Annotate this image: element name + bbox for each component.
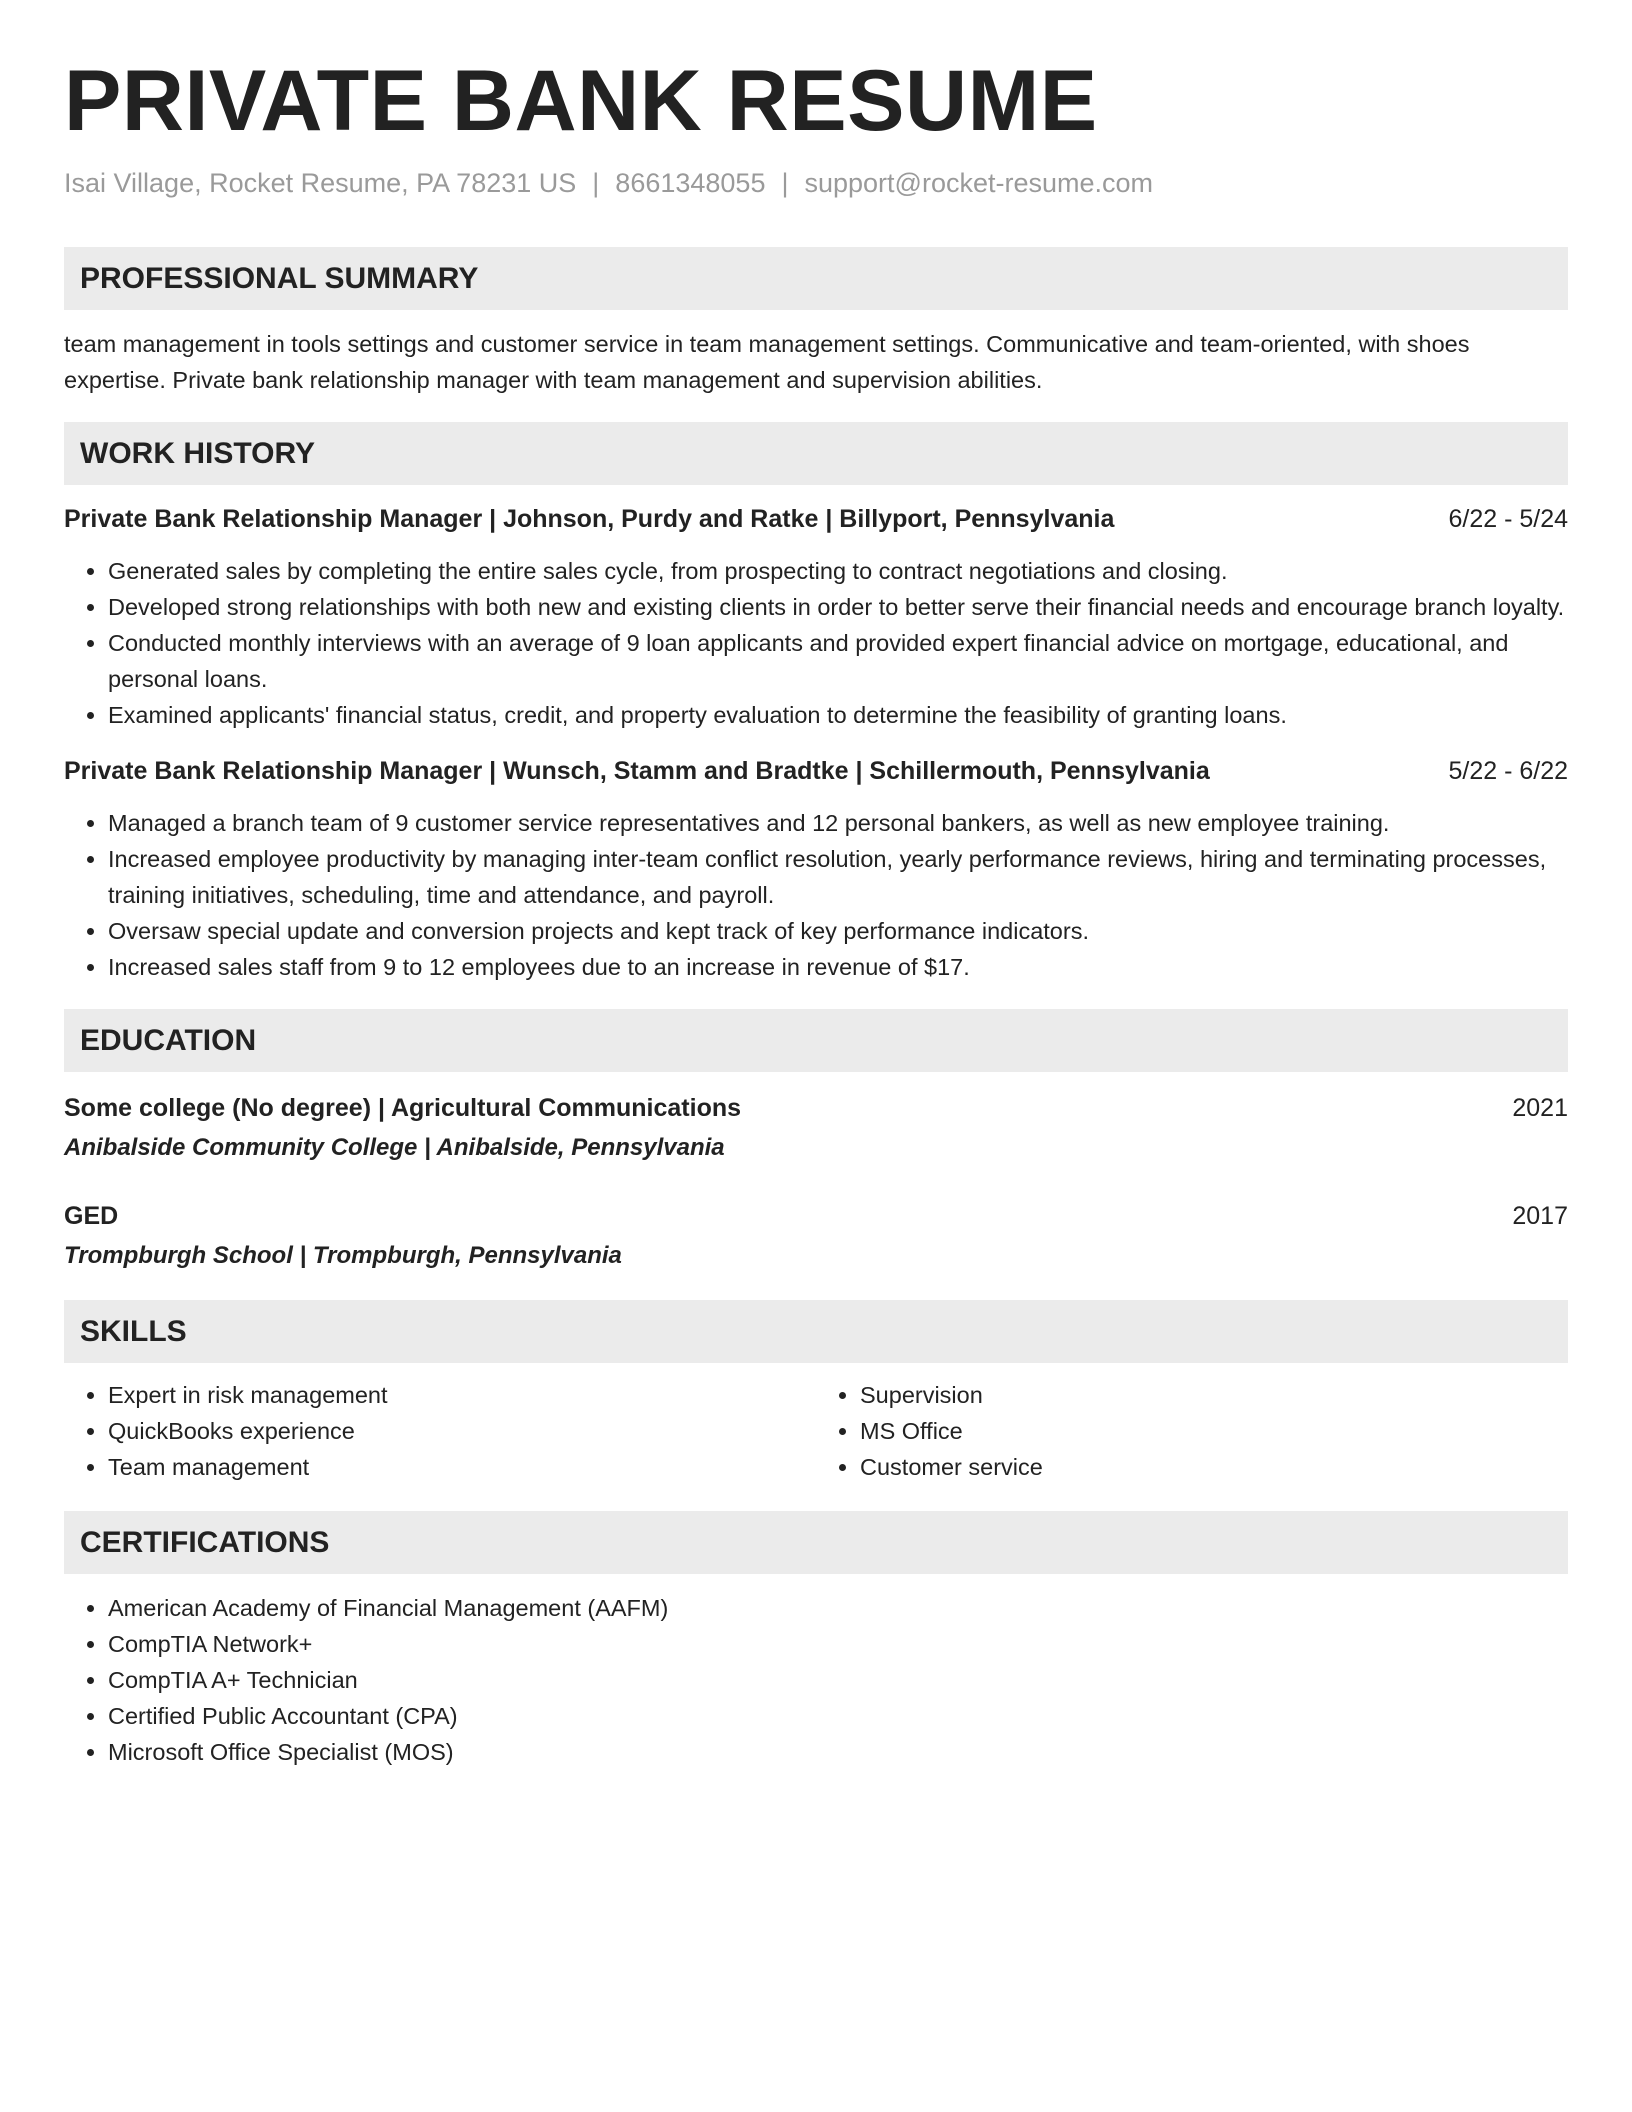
certification-item: • Certified Public Accountant (CPA) xyxy=(108,1698,1568,1734)
skills-grid xyxy=(64,1377,1568,1485)
skill-item: • Team management xyxy=(108,1449,816,1485)
education-degree: Some college (No degree) | Agricultural Communications xyxy=(64,1094,742,1123)
job-bullet: • Increased sales staff from 9 to 12 employees due to an increase in revenue of $17. xyxy=(108,949,1568,985)
education-year: 2017 xyxy=(1512,1202,1568,1231)
education-entry xyxy=(64,1196,1568,1276)
job-entry xyxy=(64,501,1568,733)
job-header xyxy=(64,501,1568,537)
education-school: Trompburgh School | Trompburgh, Pennsylvania xyxy=(64,1242,622,1270)
job-bullet: • Developed strong relationships with both new and existing clients in order to better serve their financial needs and encourage branch loyalty. xyxy=(108,589,1568,625)
skills-list-right xyxy=(816,1377,1568,1485)
job-entry xyxy=(64,753,1568,985)
work-history-section xyxy=(64,422,1568,985)
certification-item: • CompTIA A+ Technician xyxy=(108,1662,1568,1698)
job-bullet: • Generated sales by completing the entire sales cycle, from prospecting to contract negotiations and closing. xyxy=(108,553,1568,589)
certification-item: • Microsoft Office Specialist (MOS) xyxy=(108,1734,1568,1770)
certification-item: • American Academy of Financial Management (AAFM) xyxy=(108,1590,1568,1626)
skills-list-left xyxy=(64,1377,816,1485)
certifications-list xyxy=(64,1590,1568,1770)
skill-item: • QuickBooks experience xyxy=(108,1413,816,1449)
job-header xyxy=(64,753,1568,789)
summary-section xyxy=(64,247,1568,398)
certifications-section xyxy=(64,1511,1568,1770)
job-bullet: • Increased employee productivity by managing inter-team conflict resolution, yearly performance reviews, hiring and terminating processes, training initiatives, scheduling, time and attendance, and payroll. xyxy=(108,841,1568,913)
skills-section xyxy=(64,1300,1568,1485)
job-bullets xyxy=(64,805,1568,985)
job-bullet: • Managed a branch team of 9 customer service representatives and 12 personal bankers, as well as new employee training. xyxy=(108,805,1568,841)
education-heading: EDUCATION xyxy=(64,1009,1568,1072)
education-entry xyxy=(64,1088,1568,1168)
education-year: 2021 xyxy=(1512,1094,1568,1123)
contact-separator: | xyxy=(781,168,789,199)
education-section xyxy=(64,1009,1568,1276)
skill-item: • Supervision xyxy=(860,1377,1568,1413)
job-bullet: • Conducted monthly interviews with an average of 9 loan applicants and provided expert financial advice on mortgage, educational, and personal loans. xyxy=(108,625,1568,697)
contact-phone: 8661348055 xyxy=(615,168,766,199)
work-history-heading: WORK HISTORY xyxy=(64,422,1568,485)
job-title: Private Bank Relationship Manager | Wunsch, Stamm and Bradtke | Schillermouth, Pennsylvania xyxy=(64,757,1210,786)
job-title: Private Bank Relationship Manager | Johnson, Purdy and Ratke | Billyport, Pennsylvania xyxy=(64,505,1115,534)
contact-line xyxy=(64,166,1568,201)
job-dates: 6/22 - 5/24 xyxy=(1448,505,1568,534)
education-school: Anibalside Community College | Anibalside, Pennsylvania xyxy=(64,1134,725,1162)
skill-item: • Customer service xyxy=(860,1449,1568,1485)
education-header xyxy=(64,1196,1568,1236)
contact-address: Isai Village, Rocket Resume, PA 78231 US xyxy=(64,168,577,199)
summary-heading: PROFESSIONAL SUMMARY xyxy=(64,247,1568,310)
skill-item: • Expert in risk management xyxy=(108,1377,816,1413)
job-bullets xyxy=(64,553,1568,733)
job-bullet: • Examined applicants' financial status, credit, and property evaluation to determine the feasibility of granting loans. xyxy=(108,697,1568,733)
job-dates: 5/22 - 6/22 xyxy=(1448,757,1568,786)
contact-email: support@rocket-resume.com xyxy=(804,168,1154,199)
education-degree: GED xyxy=(64,1202,119,1231)
certification-item: • CompTIA Network+ xyxy=(108,1626,1568,1662)
skill-item: • MS Office xyxy=(860,1413,1568,1449)
certifications-heading: CERTIFICATIONS xyxy=(64,1511,1568,1574)
education-header xyxy=(64,1088,1568,1128)
summary-text: team management in tools settings and customer service in team management settings. Communicative and team-oriented, with shoes expertise. Private bank relationship manager with team management and supervision abilities. xyxy=(64,331,1470,394)
contact-separator: | xyxy=(592,168,600,199)
resume-title: PRIVATE BANK RESUME xyxy=(64,53,1098,149)
job-bullet: • Oversaw special update and conversion projects and kept track of key performance indicators. xyxy=(108,913,1568,949)
skills-heading: SKILLS xyxy=(64,1300,1568,1363)
